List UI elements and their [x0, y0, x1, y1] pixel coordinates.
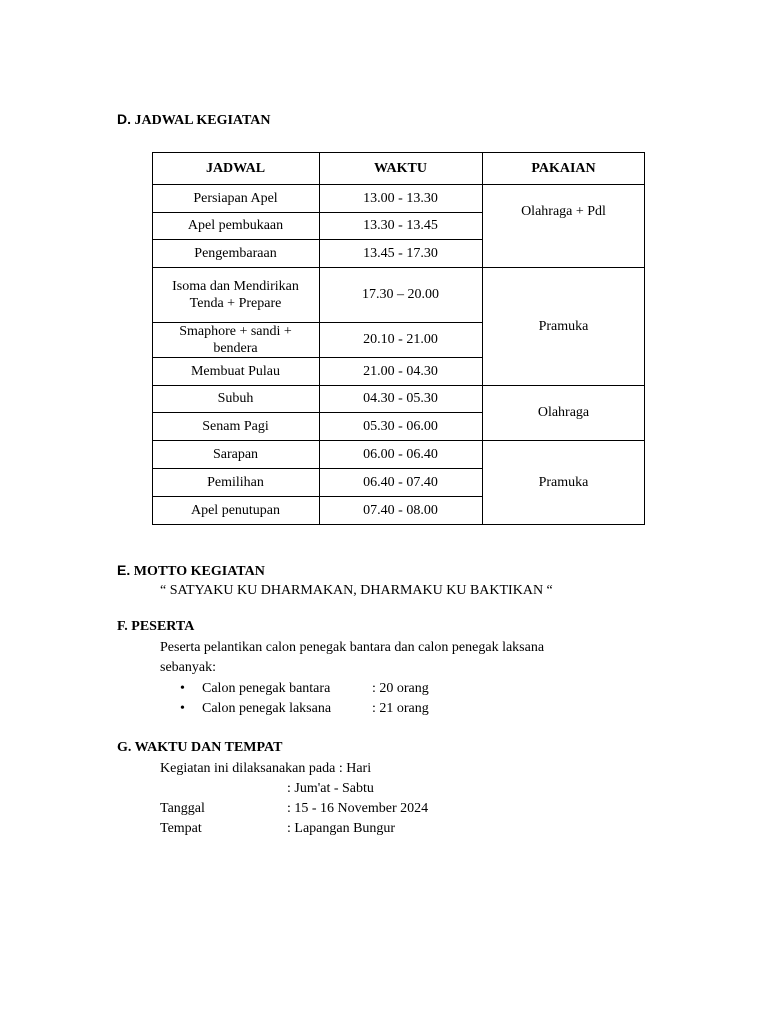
table-cell-waktu: 07.40 - 08.00	[363, 502, 438, 518]
section-d-title: JADWAL KEGIATAN	[134, 113, 271, 128]
section-d-heading	[117, 111, 271, 129]
bullet-label: Calon penegak laksana	[202, 701, 332, 716]
section-e-letter: E.	[117, 562, 131, 578]
table-cell-jadwal: Sarapan	[212, 446, 259, 462]
table-cell-jadwal: Subuh	[217, 391, 254, 406]
peserta-line-1: Peserta pelantikan calon penegak bantara dan calon penegak laksana	[160, 640, 545, 655]
section-d-letter: D.	[117, 111, 131, 127]
table-cell-waktu: 05.30 - 06.00	[363, 418, 438, 434]
table-cell-waktu: 06.00 - 06.40	[363, 446, 438, 462]
peserta-line-2: sebanyak:	[160, 660, 216, 675]
section-g-heading: G. WAKTU DAN TEMPAT	[117, 740, 283, 755]
table-border-bottom	[152, 524, 645, 525]
table-header-pakaian: PAKAIAN	[531, 160, 596, 176]
table-cell-pakaian: Olahraga + Pdl	[521, 204, 606, 219]
table-cell-jadwal: Membuat Pulau	[190, 363, 281, 379]
table-cell-waktu: 13.00 - 13.30	[363, 190, 438, 206]
schedule-table	[152, 152, 645, 525]
table-cell-jadwal: Senam Pagi	[202, 418, 269, 434]
bullet-icon: •	[180, 681, 185, 696]
table-header-jadwal: JADWAL	[205, 160, 266, 176]
section-e-title: MOTTO KEGIATAN	[133, 564, 265, 579]
table-cell-waktu: 06.40 - 07.40	[363, 474, 438, 490]
tempat-label: Tempat	[160, 821, 202, 836]
table-cell-waktu: 13.45 - 17.30	[363, 245, 438, 261]
table-cell-pakaian: Pramuka	[538, 318, 589, 334]
bullet-value: : 20 orang	[372, 681, 429, 696]
table-cell-jadwal: Persiapan Apel	[193, 190, 278, 206]
bullet-label: Calon penegak bantara	[202, 681, 331, 696]
table-cell-jadwal: Pengembaraan	[194, 245, 277, 261]
tempat-value: : Lapangan Bungur	[287, 821, 396, 836]
table-cell-jadwal: Pemilihan	[207, 474, 264, 490]
section-e-heading	[117, 562, 265, 580]
motto-text: “ SATYAKU KU DHARMAKAN, DHARMAKU KU BAKTIKAN “	[160, 583, 553, 598]
table-cell-jadwal: Apel penutupan	[190, 502, 281, 518]
table-cell-waktu: 17.30 – 20.00	[362, 287, 439, 302]
table-cell-pakaian: Olahraga	[537, 405, 590, 420]
table-cell-waktu: 20.10 - 21.00	[363, 332, 438, 347]
waktu-intro: Kegiatan ini dilaksanakan pada : Hari	[160, 761, 372, 776]
table-header-waktu: WAKTU	[374, 160, 427, 176]
tanggal-label: Tanggal	[160, 801, 205, 816]
hari-value: : Jum'at - Sabtu	[287, 781, 374, 796]
table-cell-waktu: 04.30 - 05.30	[363, 391, 438, 406]
bullet-value: : 21 orang	[372, 701, 429, 716]
section-f-heading: F. PESERTA	[117, 619, 195, 634]
table-cell-jadwal: Smaphore + sandi + bendera	[179, 323, 292, 356]
table-cell-waktu: 21.00 - 04.30	[363, 363, 438, 379]
table-cell-jadwal: Isoma dan Mendirikan Tenda + Prepare	[172, 278, 299, 311]
table-cell-jadwal: Apel pembukaan	[187, 218, 284, 233]
table-cell-waktu: 13.30 - 13.45	[363, 218, 438, 233]
tanggal-value: : 15 - 16 November 2024	[287, 801, 429, 816]
table-cell-pakaian: Pramuka	[538, 474, 589, 490]
bullet-icon: •	[180, 701, 185, 716]
